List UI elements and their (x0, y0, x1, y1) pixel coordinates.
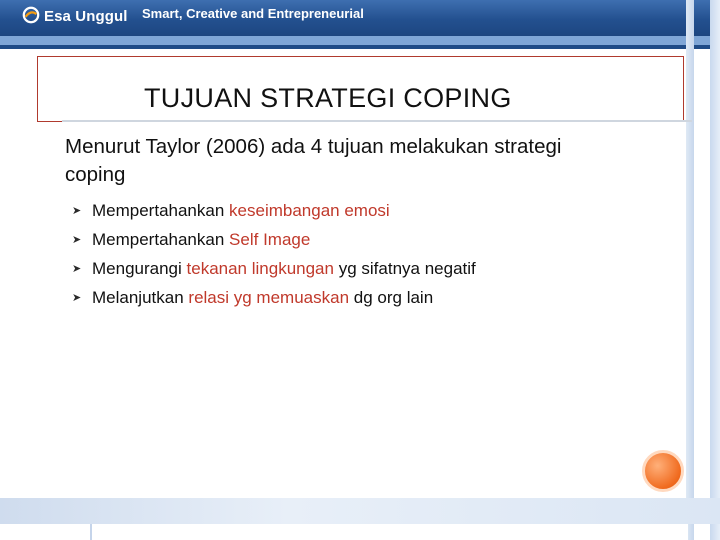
side-rail (686, 0, 694, 540)
bullet-highlight: tekanan lingkungan (186, 258, 334, 278)
bullet-rest: yg sifatnya negatif (338, 258, 476, 278)
orange-circle-decoration (642, 450, 684, 492)
bullet-highlight: Self Image (229, 229, 311, 249)
list-item (72, 283, 476, 312)
tagline: Smart, Creative and Entrepreneurial (142, 6, 364, 21)
bullet-text: Mempertahankan (92, 229, 225, 249)
header-strip (0, 36, 720, 45)
bullet-text: Melanjutkan (92, 287, 184, 307)
bullet-text: Mempertahankan (92, 200, 225, 220)
bullet-highlight: keseimbangan emosi (229, 200, 390, 220)
title-underline (62, 120, 692, 122)
bullet-text: Mengurangi (92, 258, 182, 278)
side-rail-outer (710, 0, 720, 540)
logo-swirl-icon (22, 6, 40, 24)
logo (0, 0, 128, 32)
intro-text: Menurut Taylor (2006) ada 4 tujuan melakukan strategi coping (65, 135, 562, 186)
list-item (72, 196, 476, 225)
page-title: TUJUAN STRATEGI COPING (144, 83, 512, 113)
footer-frame (90, 524, 688, 540)
bullet-rest: dg org lain (353, 287, 434, 307)
logo-text: Esa Unggul (44, 8, 128, 25)
footer-band (0, 498, 720, 524)
bullet-list (72, 196, 476, 312)
header-divider (0, 45, 720, 49)
bullet-arrow-icon: ➤ (72, 205, 82, 217)
list-item (72, 225, 476, 254)
bullet-highlight: relasi yg memuaskan (188, 287, 350, 307)
bullet-arrow-icon: ➤ (72, 234, 82, 246)
header-band (0, 0, 720, 36)
bullet-arrow-icon: ➤ (72, 263, 82, 275)
bullet-arrow-icon: ➤ (72, 292, 82, 304)
list-item (72, 254, 476, 283)
